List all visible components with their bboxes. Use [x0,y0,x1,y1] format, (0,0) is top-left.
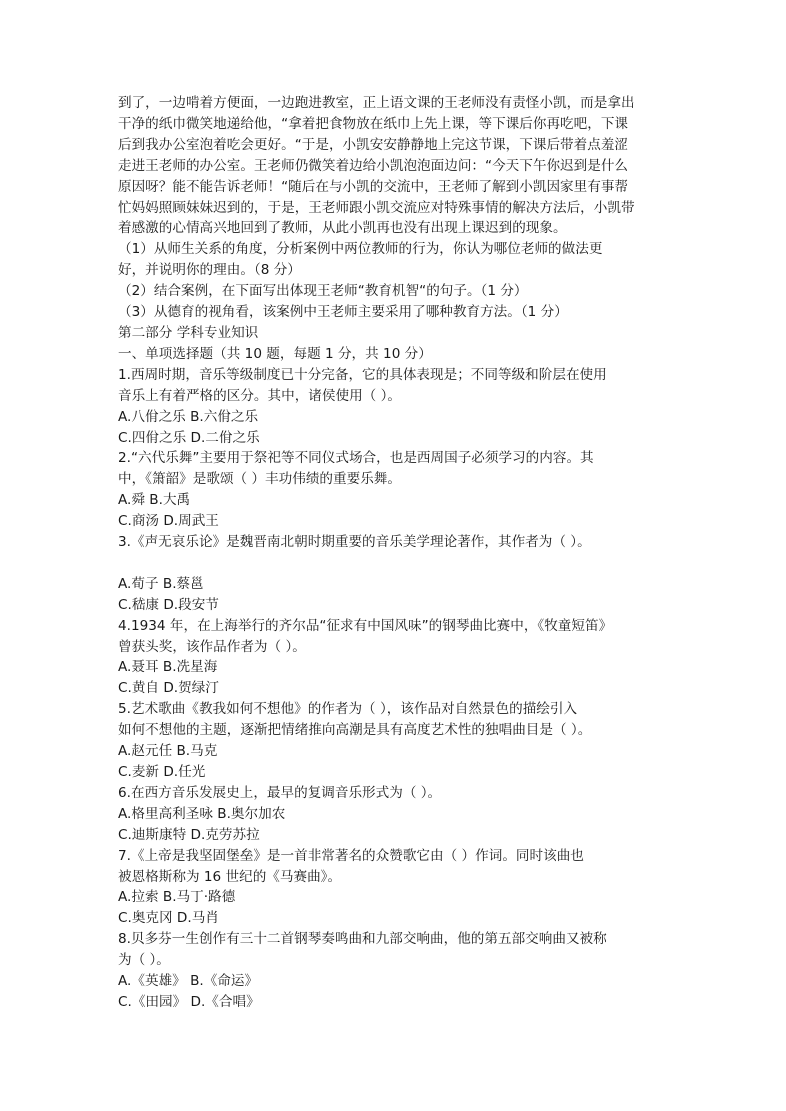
answer-options: A.《英雄》 B.《命运》 [118,973,259,990]
answer-options: A.拉索 B.马丁·路德 [118,889,236,906]
answer-options: C.奥克冈 D.马肖 [118,910,219,927]
question-text: 4.1934 年，在上海举行的齐尔品“征求有中国风味”的钢琴曲比赛中，《牧童短笛》 [118,617,613,634]
question-text: 7.《上帝是我坚固堡垒》是一首非常著名的众赞歌它由（ ）作词。同时该曲也 [118,847,584,864]
document-page [118,93,678,1013]
answer-options: C.迪斯康特 D.克劳苏拉 [118,826,260,843]
section-heading: 第二部分 学科专业知识 [118,324,259,341]
question-text: 1.西周时期，音乐等级制度已十分完备，它的具体表现是；不同等级和阶层在使用 [118,366,607,383]
answer-options: C.麦新 D.任光 [118,763,206,780]
text-line: 着感激的心情高兴地回到了教师，从此小凯再也没有出现上课迟到的现象。 [118,220,567,237]
question-text: 8.贝多芬一生创作有三十二首钢琴奏鸣曲和九部交响曲，他的第五部交响曲又被称 [118,931,607,948]
answer-options: A.赵元任 B.马克 [118,743,218,760]
question-text: （1）从师生关系的角度，分析案例中两位教师的行为，你认为哪位老师的做法更 [118,241,603,258]
text-line: 忙妈妈照顾妹妹迟到的，于是，王老师跟小凯交流应对特殊事情的解决方法后，小凯带 [118,199,635,216]
text-line: 原因呀？能不能告诉老师！“随后在与小凯的交流中，王老师了解到小凯因家里有事帮 [118,178,629,195]
text-line: 走进王老师的办公室。王老师仍微笑着边给小凯泡泡面边问：“今天下午你迟到是什么 [118,157,629,174]
question-text: 音乐上有着严格的区分。其中，诸侯使用（ ）。 [118,387,401,404]
question-text: 曾获头奖，该作品作者为（ ）。 [118,638,306,655]
question-text: 6.在西方音乐发展史上，最早的复调音乐形式为（ ）。 [118,784,442,801]
question-text: 被恩格斯称为 16 世纪的《马赛曲》。 [118,868,342,885]
text-line: 后到我办公室泡着吃会更好。“于是，小凯安安静静地上完这节课，下课后带着点羞涩 [118,136,629,153]
text-line: 干净的纸巾微笑地递给他，“拿着把食物放在纸巾上先上课，等下课后你再吃吧，下课 [118,115,629,132]
question-text: 3.《声无哀乐论》是魏晋南北朝时期重要的音乐美学理论著作，其作者为（ ）。 [118,534,591,551]
answer-options: C.商汤 D.周武王 [118,513,219,530]
answer-options: C.黄自 D.贺绿汀 [118,680,219,697]
blank-line [118,553,678,574]
question-text: 5.艺术歌曲《教我如何不想他》的作者为（ ），该作品对自然景色的描绘引入 [118,701,578,718]
question-text: 为（ ）。 [118,952,170,969]
answer-options: C.嵇康 D.段安节 [118,596,219,613]
answer-options: A.舜 B.大禹 [118,492,191,509]
section-subheading: 一、单项选择题（共 10 题，每题 1 分，共 10 分） [118,345,432,362]
answer-options: A.格里高利圣咏 B.奥尔加农 [118,805,286,822]
question-text: 如何不想他的主题，逐渐把情绪推向高潮是具有高度艺术性的独唱曲目是（ ）。 [118,722,592,739]
question-text: 好，并说明你的理由。（8 分） [118,262,301,279]
question-text: 中，《箫韶》是歌颂（ ）丰功伟绩的重要乐舞。 [118,471,401,488]
text-line: 到了，一边啃着方便面，一边跑进教室，正上语文课的王老师没有责怪小凯，而是拿出 [118,95,635,111]
question-text: （3）从德育的视角看，该案例中王老师主要采用了哪种教育方法。（1 分） [118,304,568,321]
answer-options: A.聂耳 B.冼星海 [118,659,218,676]
answer-options: C.四佾之乐 D.二佾之乐 [118,429,260,446]
question-text: （2）结合案例，在下面写出体现王老师“教育机智“的句子。（1 分） [118,283,528,300]
answer-options: C.《田园》 D.《合唱》 [118,993,260,1010]
answer-options: A.荀子 B.蔡邕 [118,575,204,592]
question-text: 2.“六代乐舞”主要用于祭祀等不同仪式场合，也是西周国子必须学习的内容。其 [118,450,594,467]
answer-options: A.八佾之乐 B.六佾之乐 [118,408,259,425]
